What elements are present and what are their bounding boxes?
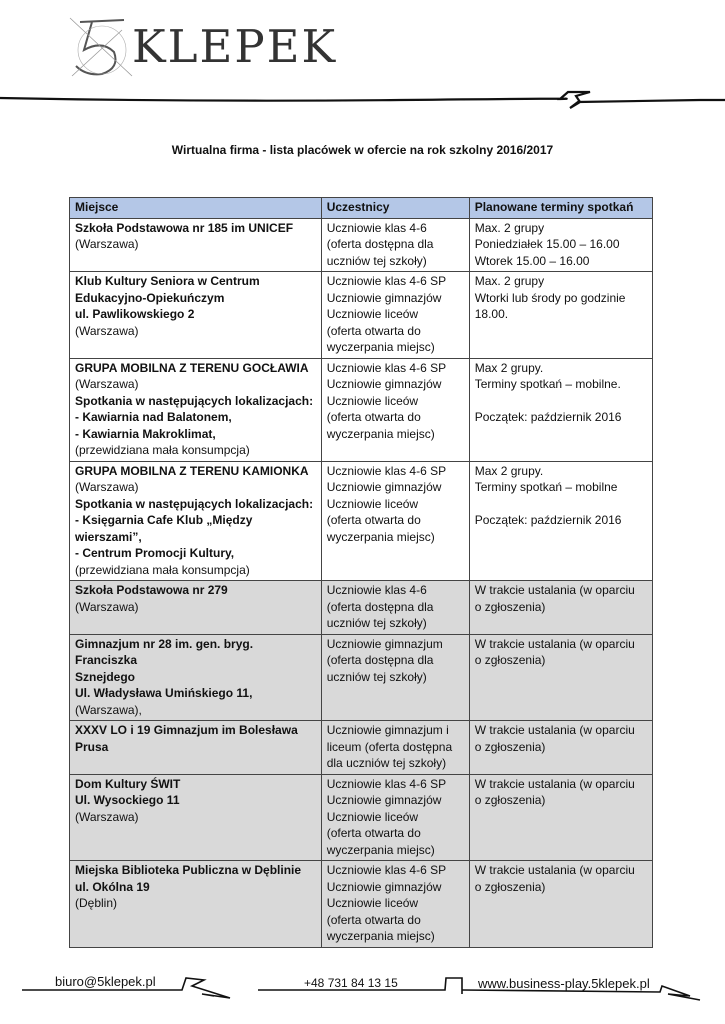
participants-line: dla uczniów tej szkoły) — [326, 756, 447, 770]
participants-cell — [321, 634, 469, 721]
participants-line: (oferta dostępna dla — [326, 599, 434, 614]
place-line: Miejska Biblioteka Publiczna w Dęblinie — [75, 863, 302, 877]
column-header-terms: Planowane terminy spotkań — [469, 198, 652, 219]
participants-line: Uczniowie gimnazjów — [326, 480, 442, 494]
place-cell — [70, 358, 322, 461]
participants-line: (oferta otwarta do — [326, 912, 421, 927]
table-row — [70, 861, 653, 948]
place-line: Edukacyjno-Opiekuńczym — [75, 290, 225, 305]
table-row — [70, 774, 653, 861]
terms-line: o zgłoszenia) — [474, 793, 546, 807]
place-line: Prusa — [75, 739, 109, 754]
participants-line: (oferta dostępna dla — [326, 237, 434, 251]
participants-cell — [321, 721, 469, 775]
place-line: Sznejdego — [75, 669, 136, 684]
place-line: Spotkania w następujących lokalizacjach: — [75, 393, 314, 408]
terms-line: 18.00. — [474, 307, 509, 321]
footer-email[interactable]: biuro@5klepek.pl — [55, 974, 156, 989]
place-line: ul. Okólna 19 — [75, 879, 150, 894]
place-line: (przewidziana mała konsumpcja) — [75, 562, 250, 577]
place-line: (Warszawa) — [75, 237, 139, 251]
place-line: wierszami”, — [75, 529, 142, 544]
place-line: Ul. Władysława Umińskiego 11, — [75, 686, 253, 700]
participants-cell — [321, 272, 469, 359]
terms-line: Max. 2 grupy — [474, 220, 545, 235]
place-line: (Warszawa), — [75, 702, 142, 717]
participants-cell — [321, 461, 469, 581]
place-line: Szkoła Podstawowa nr 279 — [75, 583, 228, 597]
place-line: (Warszawa) — [75, 599, 139, 614]
place-cell — [70, 461, 322, 581]
participants-line: Uczniowie liceów — [326, 393, 419, 408]
place-line: Klub Kultury Seniora w Centrum — [75, 274, 260, 288]
place-cell — [70, 721, 322, 775]
table-row — [70, 272, 653, 359]
participants-line: wyczerpania miejsc) — [326, 529, 435, 544]
place-cell — [70, 218, 322, 272]
participants-line: wyczerpania miejsc) — [326, 426, 435, 441]
table-row — [70, 721, 653, 775]
participants-line: Uczniowie klas 4-6 SP — [326, 463, 447, 478]
table-row — [70, 358, 653, 461]
terms-cell — [469, 634, 652, 721]
place-line: (Warszawa) — [75, 480, 139, 494]
place-line: GRUPA MOBILNA Z TERENU GOCŁAWIA — [75, 360, 309, 375]
participants-line: Uczniowie klas 4-6 SP — [326, 360, 447, 375]
place-line: - Kawiarnia Makroklimat, — [75, 426, 216, 441]
footer-phone[interactable]: +48 731 84 13 15 — [304, 976, 398, 990]
terms-line: W trakcie ustalania (w oparciu — [474, 636, 635, 651]
locations-table — [69, 197, 653, 948]
header-divider — [0, 80, 725, 120]
terms-line: W trakcie ustalania (w oparciu — [474, 863, 635, 877]
place-line: - Kawiarnia nad Balatonem, — [75, 410, 232, 424]
participants-line: Uczniowie klas 4-6 — [326, 220, 427, 235]
participants-line: (oferta otwarta do — [326, 410, 421, 424]
terms-line: W trakcie ustalania (w oparciu — [474, 776, 635, 791]
participants-line: liceum (oferta dostępna — [326, 739, 453, 754]
terms-line: Terminy spotkań – mobilne. — [474, 377, 621, 391]
terms-line: Wtorki lub środy po godzinie — [474, 290, 626, 305]
terms-line: Poniedziałek 15.00 – 16.00 — [474, 237, 620, 251]
terms-line: Początek: październik 2016 — [474, 513, 622, 527]
footer-website[interactable]: www.business-play.5klepek.pl — [478, 976, 650, 991]
participants-line: wyczerpania miejsc) — [326, 842, 435, 857]
place-line: Dom Kultury ŚWIT — [75, 776, 181, 791]
place-cell — [70, 861, 322, 948]
table-header-row — [70, 198, 653, 219]
participants-line: uczniów tej szkoły) — [326, 253, 427, 268]
participants-line: Uczniowie gimnazjów — [326, 879, 442, 894]
participants-line: Uczniowie gimnazjum — [326, 636, 443, 651]
participants-line: Uczniowie klas 4-6 SP — [326, 863, 447, 877]
participants-cell — [321, 218, 469, 272]
terms-cell — [469, 272, 652, 359]
participants-line: Uczniowie liceów — [326, 496, 419, 511]
terms-line: Max 2 grupy. — [474, 463, 544, 478]
participants-cell — [321, 861, 469, 948]
terms-line: Max 2 grupy. — [474, 360, 544, 375]
place-line: - Centrum Promocji Kultury, — [75, 546, 235, 560]
place-line: ul. Pawlikowskiego 2 — [75, 307, 195, 321]
logo — [62, 10, 338, 85]
document-title: Wirtualna firma - lista placówek w ofercie na rok szkolny 2016/2017 — [171, 143, 554, 157]
column-header-participants: Uczestnicy — [321, 198, 469, 219]
participants-line: Uczniowie gimnazjów — [326, 290, 442, 305]
participants-cell — [321, 581, 469, 635]
terms-cell — [469, 774, 652, 861]
participants-line: uczniów tej szkoły) — [326, 669, 427, 684]
participants-line: Uczniowie gimnazjów — [326, 793, 442, 807]
terms-line: Początek: październik 2016 — [474, 410, 622, 424]
terms-spacer — [475, 496, 647, 513]
participants-line: Uczniowie gimnazjów — [326, 377, 442, 391]
participants-line: Uczniowie liceów — [326, 307, 419, 321]
place-line: (Warszawa) — [75, 377, 139, 391]
terms-line: Max. 2 grupy — [474, 274, 545, 288]
place-cell — [70, 272, 322, 359]
table-row — [70, 581, 653, 635]
place-line: Spotkania w następujących lokalizacjach: — [75, 496, 314, 511]
table-row — [70, 218, 653, 272]
place-line: Gimnazjum nr 28 im. gen. bryg. Franciszka — [75, 636, 254, 667]
place-line: (przewidziana mała konsumpcja) — [75, 443, 250, 457]
table-row — [70, 461, 653, 581]
place-cell — [70, 581, 322, 635]
participants-line: wyczerpania miejsc) — [326, 929, 435, 943]
terms-line: o zgłoszenia) — [474, 879, 546, 894]
footer-decoration — [0, 960, 725, 1024]
place-line: Ul. Wysockiego 11 — [75, 793, 180, 807]
terms-line: Terminy spotkań – mobilne — [474, 480, 618, 494]
participants-cell — [321, 774, 469, 861]
terms-line: o zgłoszenia) — [474, 739, 546, 754]
participants-line: (oferta otwarta do — [326, 323, 421, 338]
terms-cell — [469, 861, 652, 948]
place-line: Szkoła Podstawowa nr 185 im UNICEF — [75, 220, 294, 235]
participants-line: (oferta dostępna dla — [326, 653, 434, 667]
participants-line: Uczniowie liceów — [326, 896, 419, 910]
place-line: - Księgarnia Cafe Klub „Między — [75, 513, 253, 527]
participants-cell — [321, 358, 469, 461]
place-line: XXXV LO i 19 Gimnazjum im Bolesława — [75, 723, 298, 737]
terms-line: Wtorek 15.00 – 16.00 — [474, 253, 590, 268]
participants-line: (oferta otwarta do — [326, 513, 421, 527]
participants-line: Uczniowie klas 4-6 SP — [326, 274, 447, 288]
terms-line: W trakcie ustalania (w oparciu — [474, 723, 635, 737]
terms-line: W trakcie ustalania (w oparciu — [474, 583, 635, 597]
terms-line: o zgłoszenia) — [474, 653, 546, 667]
place-line: (Warszawa) — [75, 323, 139, 338]
participants-line: Uczniowie gimnazjum i — [326, 723, 449, 737]
terms-line: o zgłoszenia) — [474, 599, 546, 614]
column-header-place: Miejsce — [70, 198, 322, 219]
participants-line: Uczniowie liceów — [326, 809, 419, 824]
terms-cell — [469, 218, 652, 272]
terms-spacer — [475, 393, 647, 410]
place-line: (Dęblin) — [75, 896, 118, 910]
terms-cell — [469, 358, 652, 461]
participants-line: wyczerpania miejsc) — [326, 340, 435, 354]
place-line: (Warszawa) — [75, 809, 139, 824]
terms-cell — [469, 461, 652, 581]
participants-line: (oferta otwarta do — [326, 826, 421, 840]
participants-line: Uczniowie klas 4-6 SP — [326, 776, 447, 791]
terms-cell — [469, 581, 652, 635]
logo-mark-icon — [62, 10, 142, 85]
terms-cell — [469, 721, 652, 775]
table-row — [70, 634, 653, 721]
participants-line: uczniów tej szkoły) — [326, 616, 427, 630]
place-line: GRUPA MOBILNA Z TERENU KAMIONKA — [75, 463, 309, 478]
participants-line: Uczniowie klas 4-6 — [326, 583, 427, 597]
place-cell — [70, 634, 322, 721]
place-cell — [70, 774, 322, 861]
logo-text: KLEPEK — [132, 20, 338, 73]
